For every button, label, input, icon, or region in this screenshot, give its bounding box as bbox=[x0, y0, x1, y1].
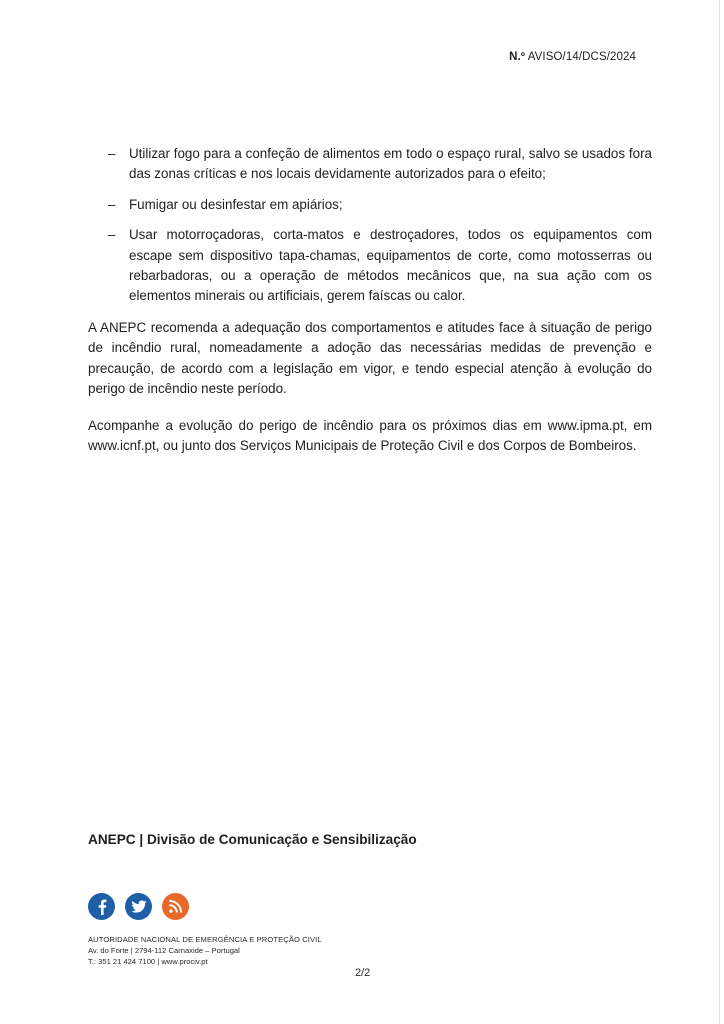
reference-code: AVISO/14/DCS/2024 bbox=[527, 51, 636, 63]
organization-name: AUTORIDADE NACIONAL DE EMERGÊNCIA E PROTEÇÃO CIVIL bbox=[88, 935, 322, 944]
recommendation-paragraph: A ANEPC recomenda a adequação dos comportamentos e atitudes face à situação de perigo de incêndio rural, nomeadamente a adoção das necessárias medidas de prevenção e precaução, de acordo com a legislação em vigor, e tendo especial atenção à evolução do perigo de incêndio neste período. bbox=[88, 320, 652, 397]
social-links bbox=[88, 893, 189, 920]
rss-icon[interactable] bbox=[162, 893, 189, 920]
list-item-text: Utilizar fogo para a confeção de alimentos em todo o espaço rural, salvo se usados fora das zonas críticas e nos locais devidamente autorizados para o efeito; bbox=[129, 146, 652, 182]
page-number: 2/2 bbox=[355, 967, 371, 979]
list-dash: – bbox=[108, 227, 116, 243]
list-dash: – bbox=[108, 146, 116, 161]
twitter-icon[interactable] bbox=[125, 893, 152, 920]
prohibited-actions-list bbox=[108, 144, 652, 317]
list-item-text: Usar motorroçadoras, corta-matos e destroçadores, todos os equipamentos com escape sem dispositivo tapa-chamas, equipamentos de corte, como motosserras ou rebarbadoras, ou a operação de métodos mecânicos que, na sua ação com os elementos minerais ou artificiais, gerem faíscas ou calor. bbox=[129, 227, 652, 304]
facebook-icon[interactable] bbox=[88, 893, 115, 920]
organization-footer bbox=[88, 934, 322, 967]
organization-contacts: T.: 351 21 424 7100 | www.prociv.pt bbox=[88, 957, 208, 966]
list-item bbox=[108, 195, 652, 215]
list-item bbox=[108, 144, 652, 185]
reference-prefix: N.º bbox=[509, 51, 526, 63]
list-dash: – bbox=[108, 196, 116, 212]
follow-up-paragraph: Acompanhe a evolução do perigo de incêndio para os próximos dias em www.ipma.pt, em www.icnf.pt, ou junto dos Serviços Municipais de Proteção Civil e dos Corpos de Bombeiros. bbox=[88, 418, 652, 454]
notice-reference bbox=[509, 51, 636, 63]
department-title: ANEPC | Divisão de Comunicação e Sensibilização bbox=[88, 832, 417, 847]
list-item-text: Fumigar ou desinfestar em apiários; bbox=[129, 196, 343, 212]
list-item bbox=[108, 225, 652, 307]
scan-edge-divider bbox=[719, 0, 720, 1024]
organization-address: Av. do Forte | 2794-112 Carnaxide – Portugal bbox=[88, 946, 240, 955]
